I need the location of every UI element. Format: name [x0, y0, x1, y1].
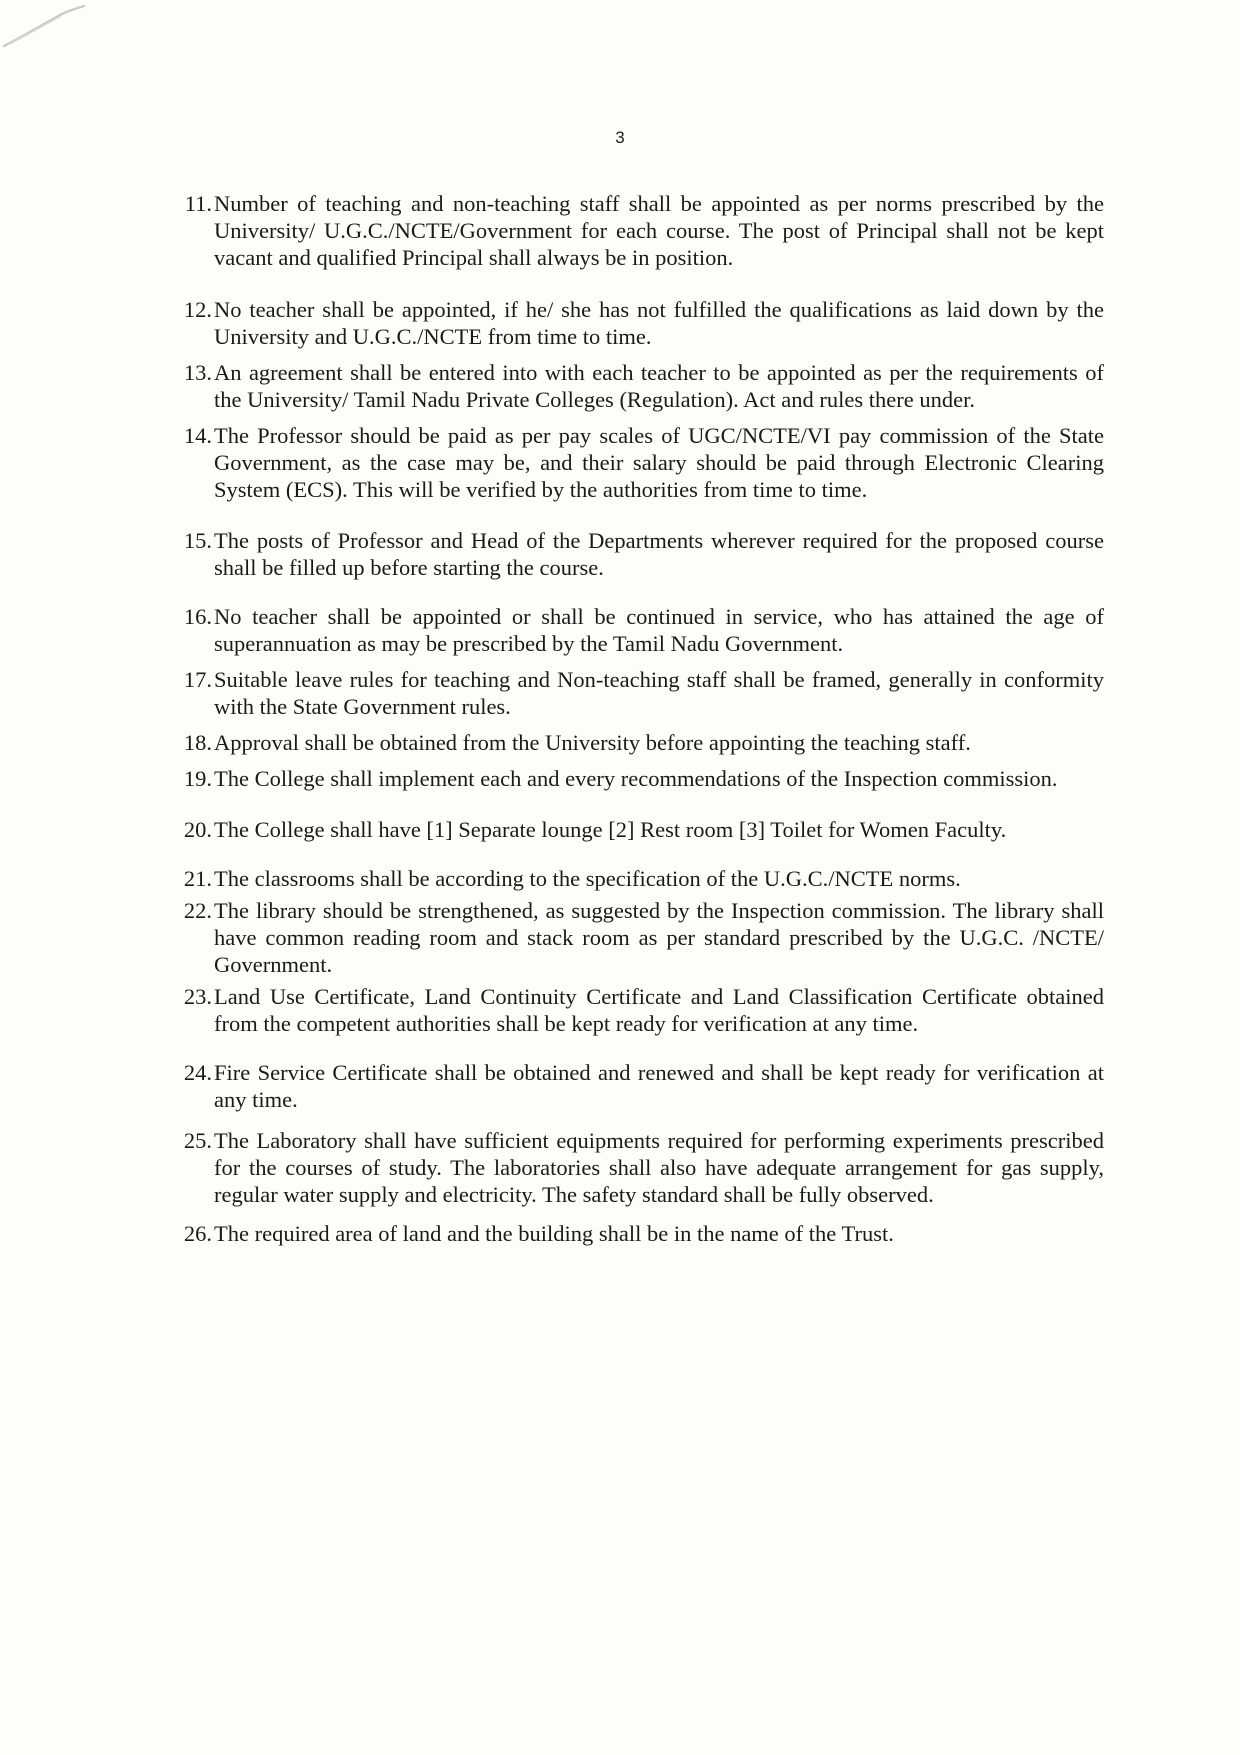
item-number: 13.	[183, 360, 212, 385]
list-item	[172, 666, 1104, 720]
item-text: Approval shall be obtained from the University before appointing the teaching staff.	[214, 730, 971, 755]
item-text: The College shall have [1] Separate lounge [2] Rest room [3] Toilet for Women Faculty.	[214, 817, 1007, 842]
list-item	[172, 865, 1104, 892]
item-number: 21.	[183, 866, 212, 891]
item-number: 16.	[183, 604, 212, 629]
item-number: 15.	[183, 528, 212, 553]
list-item	[172, 897, 1104, 978]
item-text: An agreement shall be entered into with each teacher to be appointed as per the requirements of the University/ Tamil Nadu Private Colleges (Regulation). Act and rules there under.	[214, 360, 1104, 412]
item-number: 19.	[183, 766, 212, 791]
item-number: 22.	[183, 898, 212, 923]
list-item	[172, 603, 1104, 657]
list-item	[172, 422, 1104, 503]
item-text: No teacher shall be appointed, if he/ she has not fulfilled the qualifications as laid down by the University and U.G.C./NCTE from time to time.	[214, 297, 1104, 349]
item-number: 11.	[184, 191, 212, 216]
list-item	[172, 729, 1104, 756]
item-text: Number of teaching and non-teaching staff shall be appointed as per norms prescribed by the University/ U.G.C./NCTE/Government for each course. The post of Principal shall not be kept vacant and qualified Principal shall always be in position.	[214, 191, 1104, 270]
item-text: Land Use Certificate, Land Continuity Certificate and Land Classification Certificate obtained from the competent authorities shall be kept ready for verification at any time.	[214, 984, 1104, 1036]
item-text: Fire Service Certificate shall be obtained and renewed and shall be kept ready for verification at any time.	[214, 1060, 1104, 1112]
list-item	[172, 1127, 1104, 1208]
item-text: The classrooms shall be according to the specification of the U.G.C./NCTE norms.	[214, 866, 961, 891]
item-text: The posts of Professor and Head of the Departments wherever required for the proposed course shall be filled up before starting the course.	[214, 528, 1104, 580]
list-item	[172, 527, 1104, 581]
list-item	[172, 1220, 1104, 1247]
list-item	[172, 1059, 1104, 1113]
item-text: No teacher shall be appointed or shall be continued in service, who has attained the age of superannuation as may be prescribed by the Tamil Nadu Government.	[214, 604, 1104, 656]
item-number: 14.	[183, 423, 212, 448]
item-number: 18.	[183, 730, 212, 755]
item-text: Suitable leave rules for teaching and Non-teaching staff shall be framed, generally in conformity with the State Government rules.	[214, 667, 1104, 719]
item-number: 20.	[183, 817, 212, 842]
list-item	[172, 296, 1104, 350]
scan-smudge-mark	[0, 0, 90, 60]
list-item	[172, 765, 1104, 792]
item-number: 25.	[183, 1128, 212, 1153]
item-number: 17.	[183, 667, 212, 692]
item-number: 24.	[183, 1060, 212, 1085]
list-item	[172, 359, 1104, 413]
conditions-list	[172, 190, 1104, 1247]
item-number: 12.	[183, 297, 212, 322]
item-text: The required area of land and the building shall be in the name of the Trust.	[214, 1221, 894, 1246]
item-text: The College shall implement each and every recommendations of the Inspection commission.	[214, 766, 1058, 791]
item-number: 26.	[183, 1221, 212, 1246]
list-item	[172, 983, 1104, 1037]
item-text: The Laboratory shall have sufficient equipments required for performing experiments prescribed for the courses of study. The laboratories shall also have adequate arrangement for gas supply, regular water supply and electricity. The safety standard shall be fully observed.	[214, 1128, 1104, 1207]
list-item	[172, 816, 1104, 843]
list-item	[172, 190, 1104, 271]
item-text: The Professor should be paid as per pay scales of UGC/NCTE/VI pay commission of the State Government, as the case may be, and their salary should be paid through Electronic Clearing System (ECS). This will be verified by the authorities from time to time.	[214, 423, 1104, 502]
item-text: The library should be strengthened, as suggested by the Inspection commission. The library shall have common reading room and stack room as per standard prescribed by the U.G.C. /NCTE/ Government.	[214, 898, 1104, 977]
page-number: 3	[615, 128, 625, 147]
item-number: 23.	[183, 984, 212, 1009]
